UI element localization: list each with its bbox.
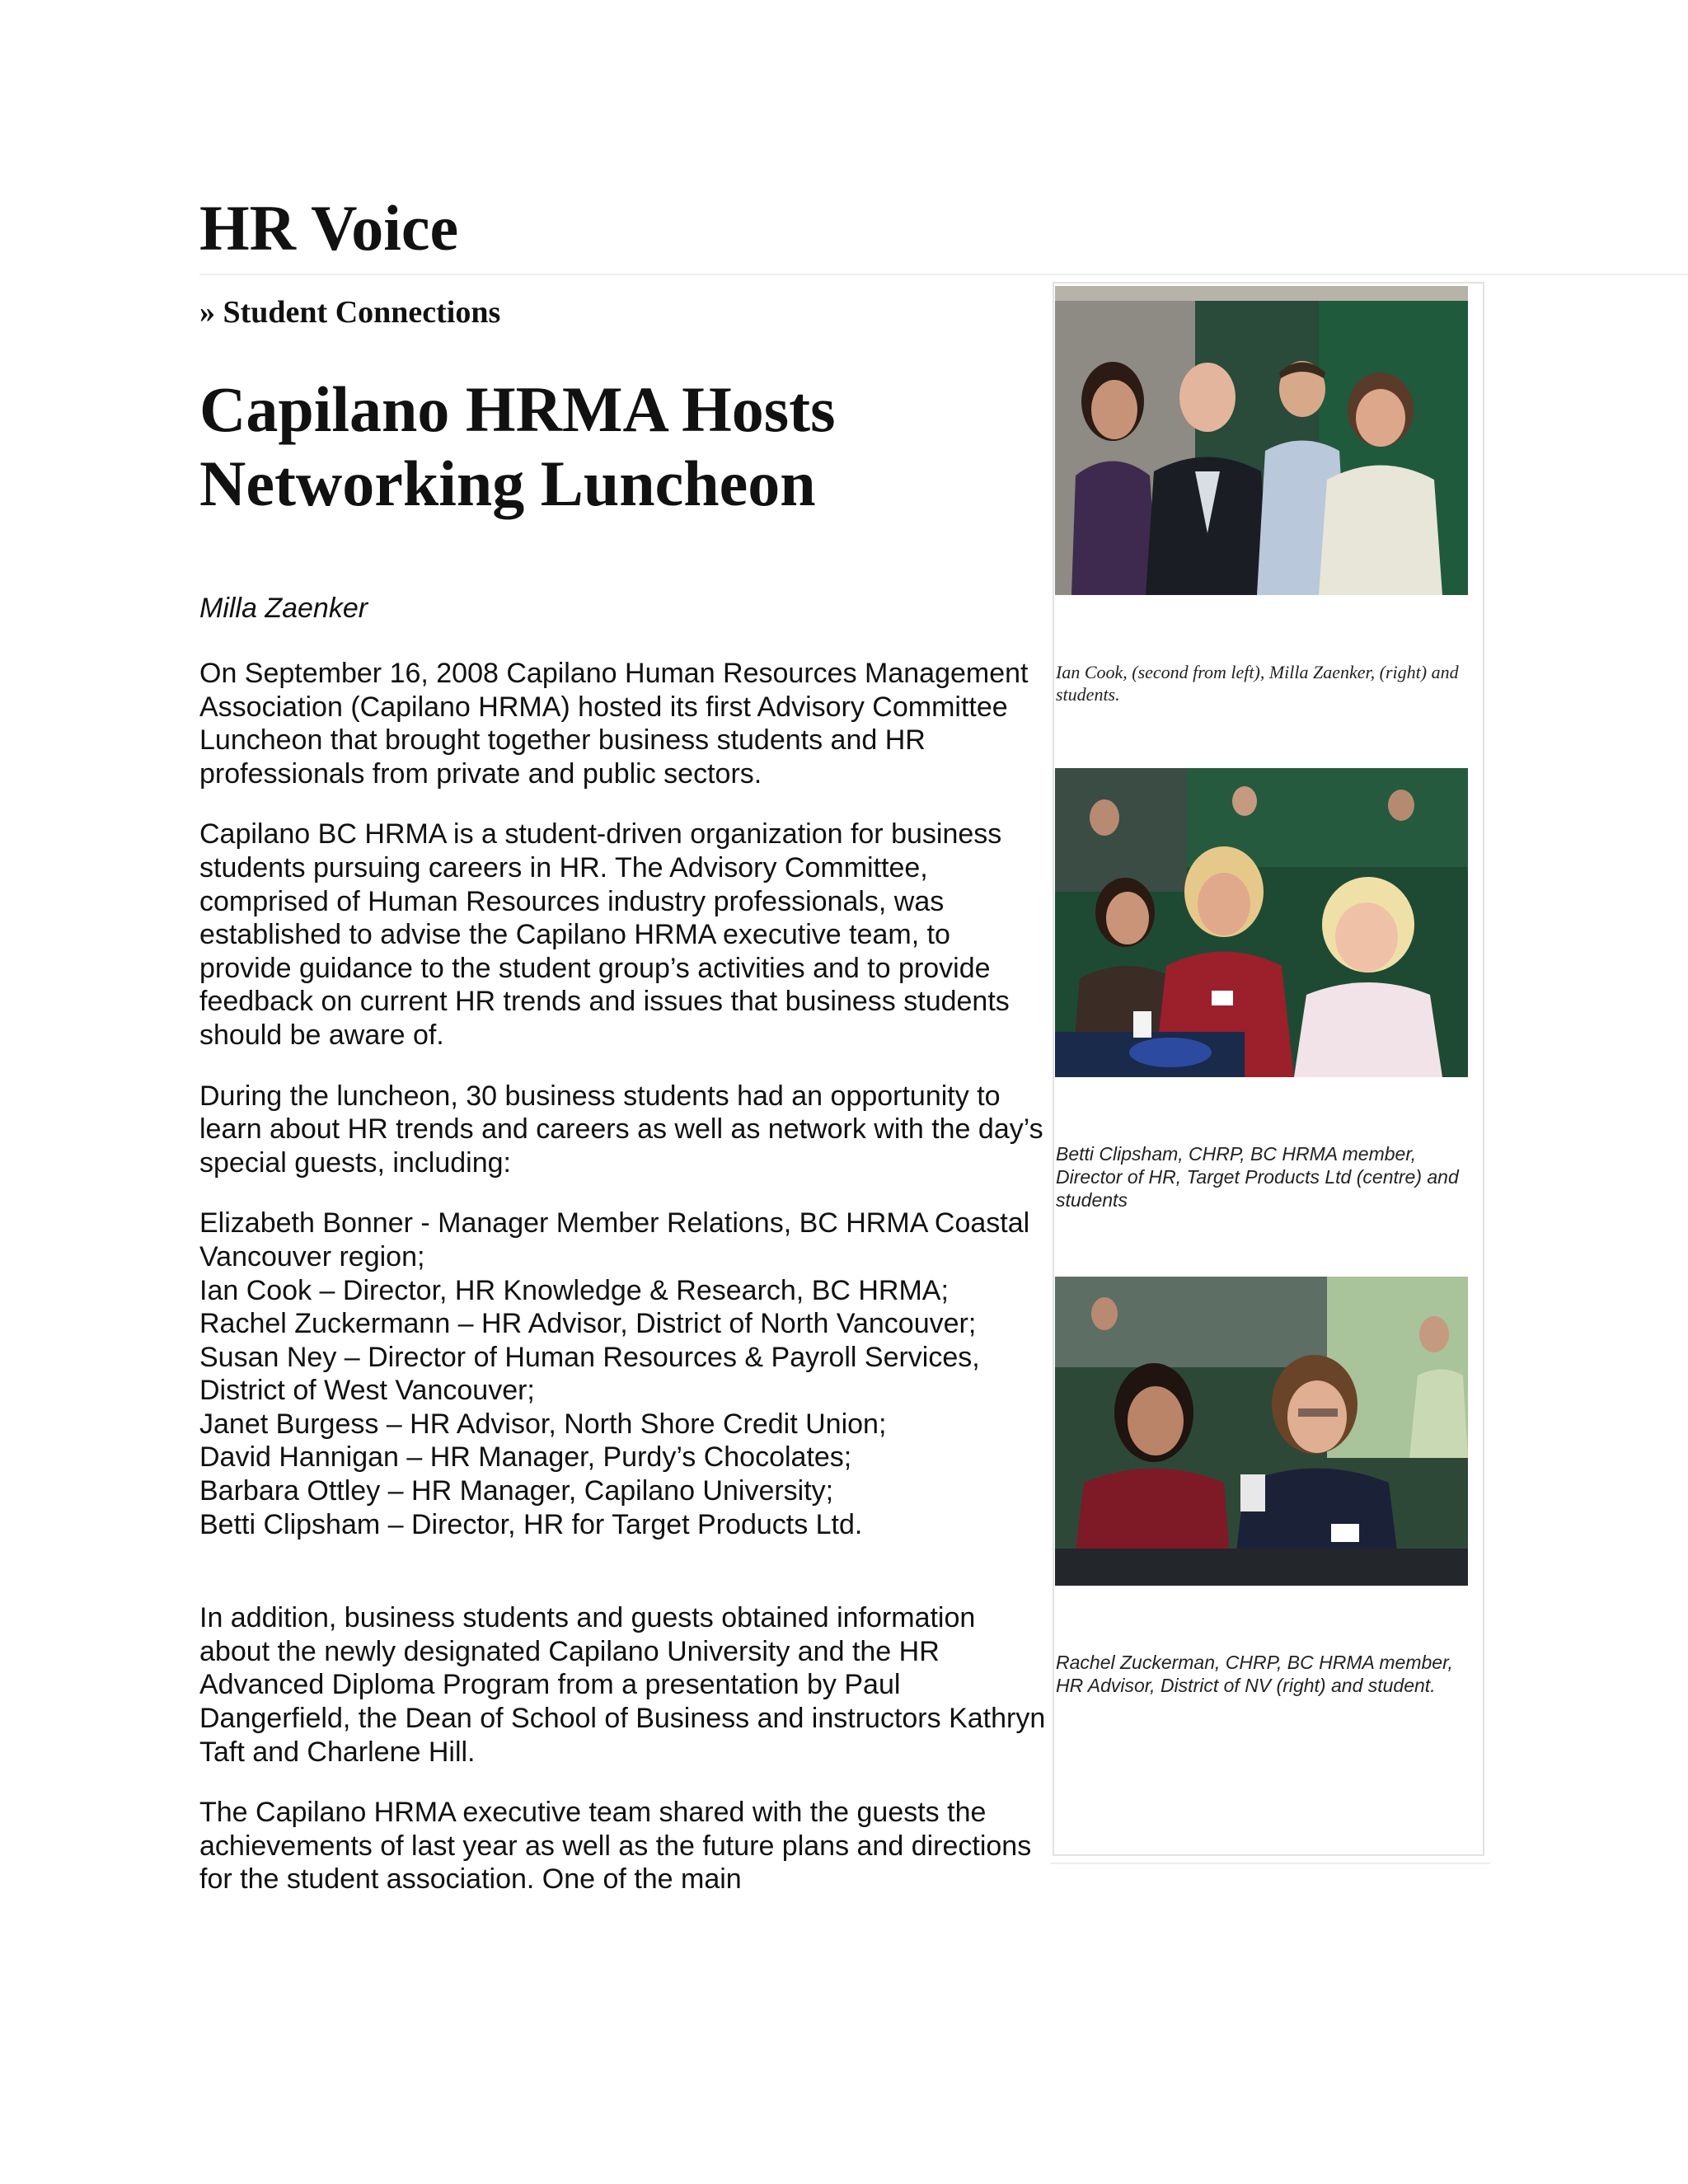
group-photo[interactable] — [1055, 286, 1468, 595]
article-paragraph: In addition, business students and guests obtained information about the newly designated Capilano University and the HR Advanced Diploma Program from a presentation by Paul Dangerfield, the Dean of School of Business and instructors Kathryn Taft and Charlene Hill. — [199, 1602, 1046, 1768]
guest-list-item: David Hannigan – HR Manager, Purdy’s Chocolates; — [199, 1441, 852, 1474]
article-paragraph: The Capilano HRMA executive team shared with the guests the achievements of last year as well as the future plans and directions for the student association. One of the main — [199, 1797, 1032, 1896]
site-title: HR Voice — [199, 192, 459, 264]
photo-caption: Ian Cook, (second from left), Milla Zaenker, (right) and students. — [1056, 662, 1459, 705]
guest-list-item: Rachel Zuckermann – HR Advisor, District of North Vancouver; — [199, 1308, 977, 1340]
sidebar-divider — [1050, 1863, 1490, 1864]
section-breadcrumb[interactable]: » Student Connections — [199, 295, 501, 330]
spacer — [199, 1541, 1048, 1574]
group-photo[interactable] — [1055, 768, 1468, 1077]
guest-list-item: Ian Cook – Director, HR Knowledge & Research, BC HRMA; — [199, 1274, 949, 1306]
guest-list-item: Betti Clipsham – Director, HR for Target Products Ltd. — [199, 1508, 863, 1540]
article-body — [199, 657, 1048, 1924]
guest-list — [199, 1207, 1048, 1574]
photo-caption: Betti Clipsham, CHRP, BC HRMA member, Director of HR, Target Products Ltd (centre) and students — [1056, 1143, 1459, 1211]
guest-list-item: Elizabeth Bonner - Manager Member Relations, BC HRMA Coastal Vancouver region; — [199, 1207, 1030, 1272]
guest-list-item: Barbara Ottley – HR Manager, Capilano University; — [199, 1475, 834, 1507]
article-paragraph: On September 16, 2008 Capilano Human Resources Management Association (Capilano HRMA) hosted its first Advisory Committee Luncheon that brought together business students and HR professionals from private and public sectors. — [199, 658, 1029, 790]
article-author: Milla Zaenker — [199, 593, 368, 624]
group-photo[interactable] — [1055, 1277, 1468, 1586]
guest-list-item: Susan Ney – Director of Human Resources & Payroll Services, District of West Vancouver; — [199, 1341, 980, 1407]
header-divider — [199, 274, 1688, 275]
article-paragraph: Capilano BC HRMA is a student-driven organization for business students pursuing careers in HR. The Advisory Committee, comprised of Human Resources industry professionals, was established to advise the Capilano HRMA executive team, to provide guidance to the student group’s activities and to provide feedback on current HR trends and issues that business students should be aware of. — [199, 818, 1010, 1051]
photo-caption: Rachel Zuckerman, CHRP, BC HRMA member, HR Advisor, District of NV (right) and student. — [1056, 1652, 1453, 1696]
guest-list-item: Janet Burgess – HR Advisor, North Shore Credit Union; — [199, 1408, 887, 1440]
article-paragraph: During the luncheon, 30 business students had an opportunity to learn about HR trends and careers as well as network with the day’s special guests, including: — [199, 1080, 1043, 1179]
article-headline: Capilano HRMA Hosts Networking Luncheon — [199, 373, 836, 519]
